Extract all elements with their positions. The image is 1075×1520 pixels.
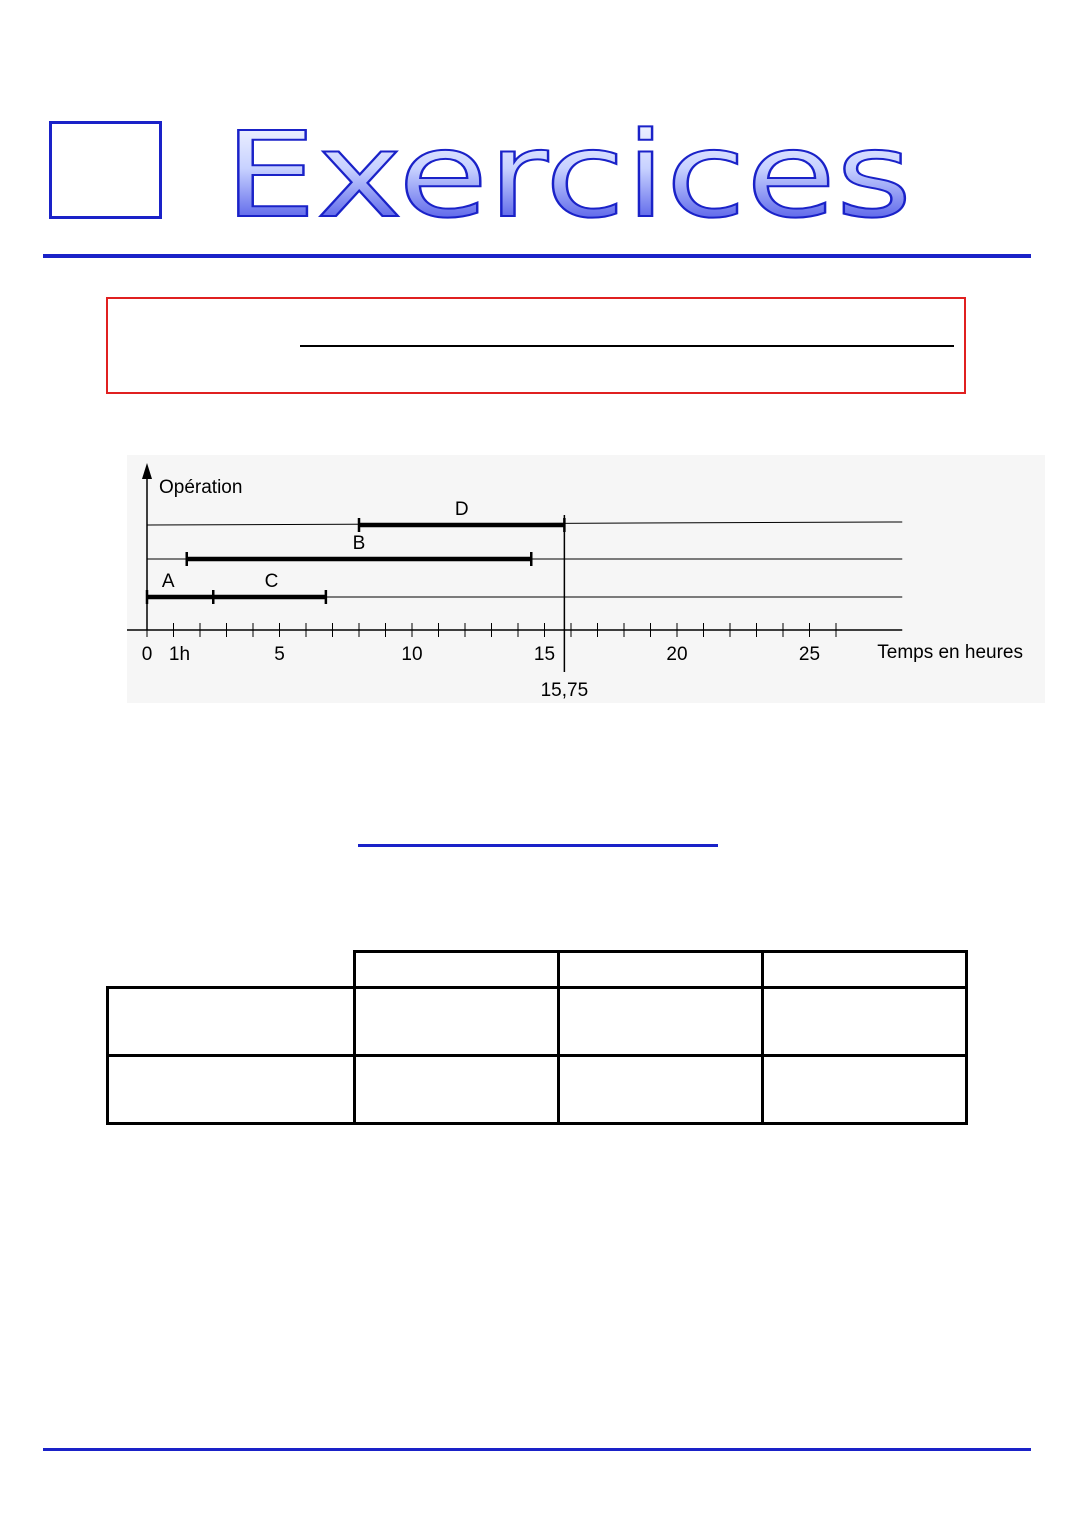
page-title-text: Exercices [224, 118, 912, 233]
x-tick-label: 5 [274, 644, 285, 665]
answer-line [300, 345, 954, 347]
data-table [106, 950, 968, 1125]
section-underline [358, 844, 718, 847]
y-axis-label: Opération [159, 477, 243, 498]
table-cell [763, 988, 967, 1056]
table-cell [763, 1056, 967, 1124]
y-axis-arrow [142, 463, 152, 479]
x-tick-label: 1h [168, 644, 191, 665]
instruction-box [106, 297, 966, 394]
table-cell [355, 1056, 559, 1124]
marker-label: 15,75 [540, 680, 589, 701]
x-tick-label: 10 [401, 644, 423, 665]
table-row-label [108, 1056, 355, 1124]
table-header-cell [355, 952, 559, 988]
gantt-chart [127, 455, 1045, 703]
x-tick-label: 15 [533, 644, 556, 665]
task-label: D [454, 499, 469, 520]
page-title [222, 118, 922, 233]
footer-divider [43, 1448, 1031, 1451]
task-label: C [264, 571, 279, 592]
header-divider [43, 254, 1031, 258]
task-label: B [352, 533, 366, 554]
table-corner [108, 952, 355, 988]
x-tick-label: 0 [141, 644, 153, 665]
task-label: A [161, 571, 175, 592]
table-header-cell [763, 952, 967, 988]
x-tick-label: 25 [798, 644, 821, 665]
table-row-label [108, 988, 355, 1056]
gantt-svg [127, 455, 1045, 703]
x-axis-label: Temps en heures [877, 642, 1023, 663]
table-header-cell [559, 952, 763, 988]
exercise-number-box [49, 121, 162, 219]
table-cell [355, 988, 559, 1056]
x-tick-label: 20 [666, 644, 688, 665]
table-cell [559, 1056, 763, 1124]
table-cell [559, 988, 763, 1056]
